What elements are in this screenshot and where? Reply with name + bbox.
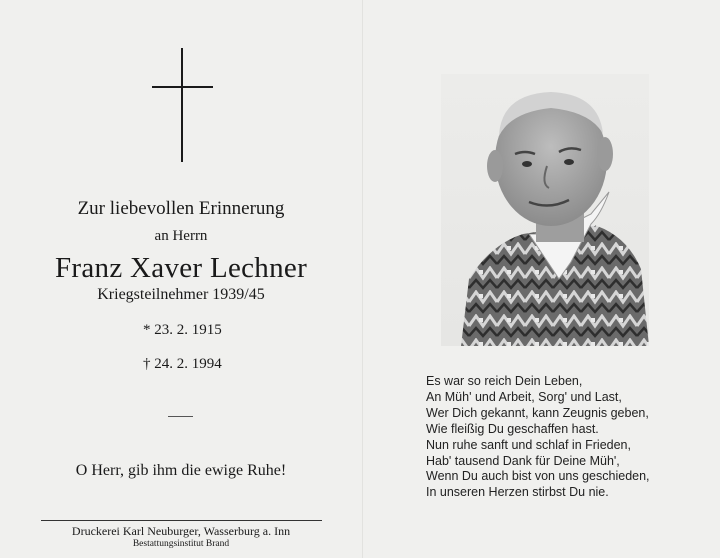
description-line: Kriegsteilnehmer 1939/45 bbox=[97, 286, 265, 303]
funeral-home-credit: Bestattungsinstitut Brand bbox=[132, 539, 230, 549]
poem-line: Es war so reich Dein Leben, bbox=[426, 374, 583, 388]
fold-line bbox=[362, 0, 363, 558]
prayer-line: O Herr, gib ihm die ewige Ruhe! bbox=[75, 462, 287, 479]
poem-line: In unseren Herzen stirbst Du nie. bbox=[426, 485, 609, 500]
poem-line: Wer Dich gekannt, kann Zeugnis geben, bbox=[426, 405, 649, 420]
poem-line: Hab' tausend Dank für Deine Müh', bbox=[426, 453, 620, 468]
poem-line: Nun ruhe sanft und schlaf in Frieden, bbox=[426, 437, 631, 452]
poem-line: Wie fleißig Du geschaffen hast. bbox=[426, 421, 599, 436]
poem-line: Wenn Du auch bist von uns geschieden, bbox=[426, 469, 650, 484]
poem bbox=[426, 374, 706, 501]
portrait-photo bbox=[441, 74, 649, 346]
portrait-illustration bbox=[441, 74, 649, 346]
salutation: an Herrn bbox=[154, 228, 208, 244]
footer-rule bbox=[41, 520, 322, 521]
poem-line: An Müh' und Arbeit, Sorg' und Last, bbox=[426, 389, 622, 404]
birth-date: * 23. 2. 1915 bbox=[143, 322, 222, 338]
printer-credit: Druckerei Karl Neuburger, Wasserburg a. Inn bbox=[71, 524, 291, 538]
death-date: † 24. 2. 1994 bbox=[143, 356, 222, 372]
cross-vertical-bar bbox=[181, 48, 183, 162]
separator-dash bbox=[168, 416, 193, 417]
deceased-name: Franz Xaver Lechner bbox=[54, 252, 308, 284]
memory-line: Zur liebevollen Erinnerung bbox=[77, 198, 285, 219]
cross-horizontal-bar bbox=[152, 86, 213, 88]
